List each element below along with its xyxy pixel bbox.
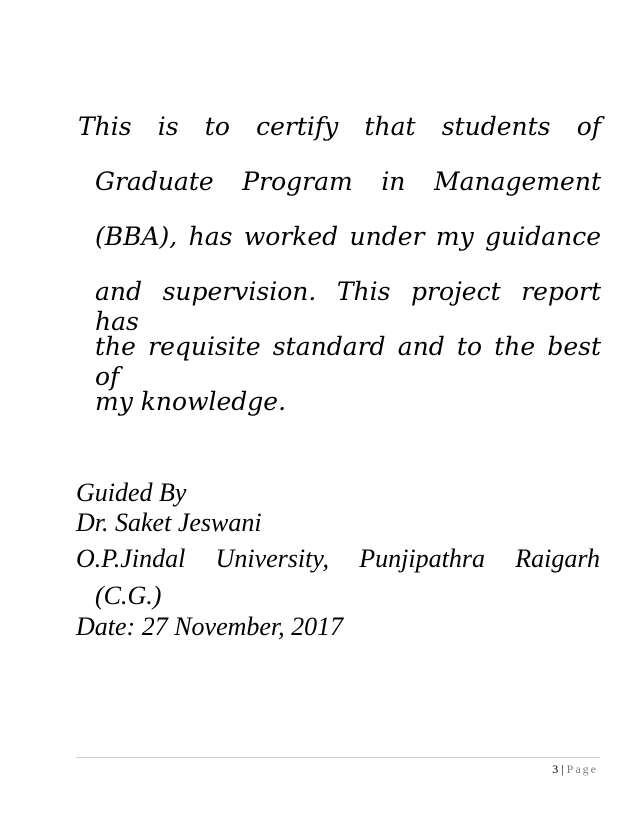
footer-divider: [76, 757, 600, 758]
page-label: Page: [566, 762, 598, 776]
page-separator: |: [558, 762, 567, 776]
guide-institution: O.P.Jindal University, Punjipathra Raigarh: [76, 544, 600, 573]
page-number: 3: [552, 762, 559, 776]
guided-by-label: Guided By: [76, 478, 187, 507]
certificate-line-1: This is to certify that students of: [78, 112, 601, 141]
certificate-date: Date: 27 November, 2017: [76, 612, 344, 641]
certificate-line-6: my knowledge.: [95, 387, 287, 416]
certificate-line-4: and supervision. This project report has: [95, 277, 601, 336]
certificate-line-2: Graduate Program in Management: [95, 167, 601, 196]
page-footer: [552, 762, 598, 776]
certificate-line-3: (BBA), has worked under my guidance: [95, 222, 601, 251]
guide-state: (C.G.): [95, 581, 162, 610]
guide-name: Dr. Saket Jeswani: [76, 508, 262, 537]
certificate-line-5: the requisite standard and to the best of: [95, 332, 601, 391]
